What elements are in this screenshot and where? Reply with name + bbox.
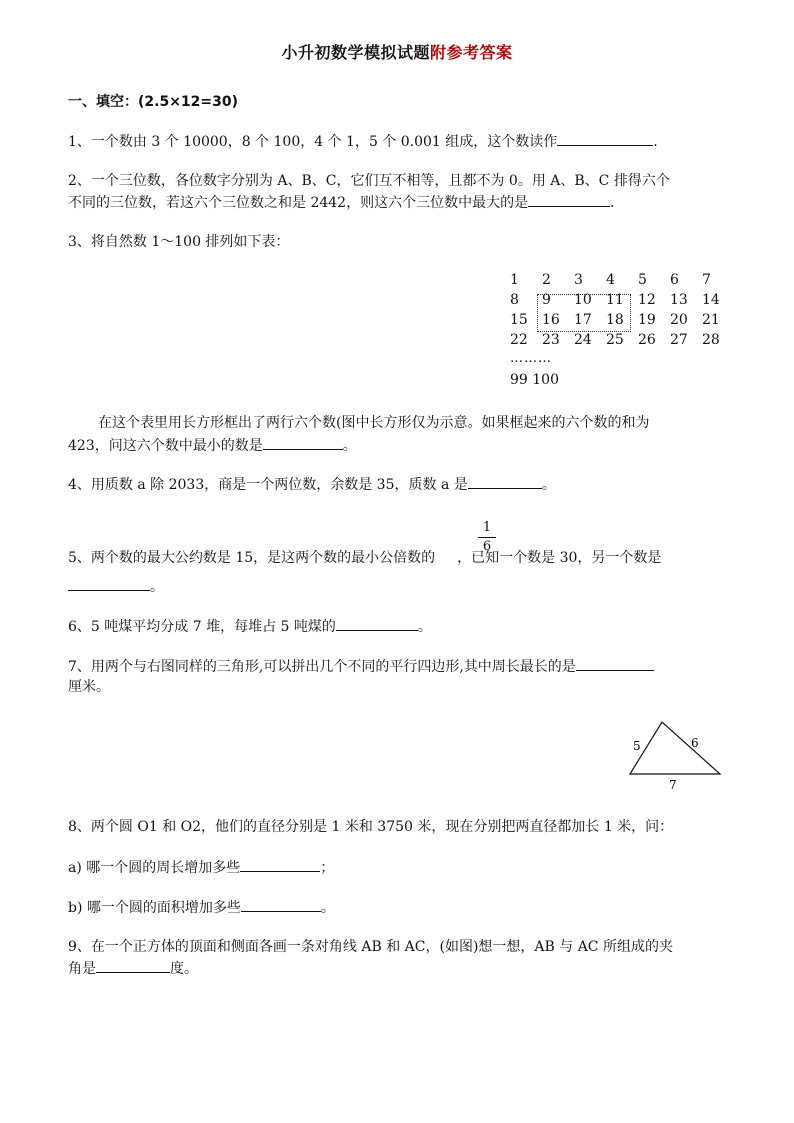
table-cell: 19 [638,312,656,328]
table-cell: 18 [606,312,624,328]
table-cell: 23 [542,332,560,348]
section-heading: 一、填空：(2.5×12=30) [68,94,239,110]
triangle-shape [630,722,720,774]
question-8a-text: a) 哪一个圆的周长增加多些 [68,860,241,876]
table-cell: 3 [574,272,583,288]
punct: . [610,195,615,211]
answer-blank-9[interactable] [96,958,170,973]
punct: . [653,134,658,150]
question-9-text: 角是 [68,961,96,977]
question-5-text: 5、两个数的最大公约数是 15，是这两个数的最小公倍数的 [68,550,436,566]
table-ellipsis: ……… [510,351,552,366]
question-2-line-1: 2、一个三位数，各位数字分别为 A、B、C，它们互不相等，且都不为 0。用 A、B、C 排得六个 [68,173,670,189]
question-2-text: 不同的三位数，若这六个三位数之和是 2442，则这六个三位数中最大的是 [68,195,529,211]
table-cell: 6 [670,272,679,288]
answer-blank-7[interactable] [576,656,654,671]
title-highlight: 附参考答案 [430,43,513,62]
table-cell: 8 [510,292,519,308]
question-9-line-1: 9、在一个正方体的顶面和侧面各画一条对角线 AB 和 AC，(如图)想一想，AB 与 AC 所组成的夹 [68,939,673,955]
question-8b-text: b) 哪一个圆的面积增加多些 [68,900,241,916]
question-8-text: 8、两个圆 O1 和 O2，他们的直径分别是 1 米和 3750 米，现在分别把两直径都加长 1 米，问： [68,819,674,835]
table-cell: 13 [670,292,688,308]
table-cell: 14 [702,292,720,308]
punct: 。 [320,900,335,916]
fraction-numerator: 1 [482,520,492,535]
question-3-text: 3、将自然数 1～100 排列如下表： [68,234,290,250]
question-7-line-2: 厘米。 [68,679,110,695]
question-9-line-2 [68,958,198,979]
question-1-text: 1、一个数由 3 个 10000，8 个 100，4 个 1，5 个 0.001 组成，这个数读作 [68,134,558,150]
punct: ； [320,860,335,876]
question-8b [68,897,335,918]
table-cell: 1 [510,272,519,288]
question-7-text: 7、用两个与右图同样的三角形,可以拼出几个不同的平行四边形,其中周长最长的是 [68,659,576,675]
answer-blank-8a[interactable] [240,857,320,872]
answer-blank-8b[interactable] [241,897,321,912]
question-3-text-2: 423，问这六个数中最小的数是 [68,438,263,454]
table-cell: 2 [542,272,551,288]
question-3-line-1: 在这个表里用长方形框出了两行六个数(图中长方形仅为示意。如果框起来的六个数的和为 [98,415,650,431]
title-main: 小升初数学模拟试题 [281,43,430,62]
punct: 。 [150,579,164,595]
table-cell: 11 [606,292,624,308]
table-cell: 24 [574,332,592,348]
table-cell: 22 [510,332,528,348]
side-label-bottom: 7 [669,778,677,792]
fraction-one-sixth [478,520,496,555]
table-cell: 20 [670,312,688,328]
question-6 [68,616,432,637]
table-cell: 7 [702,272,711,288]
question-4-text: 4、用质数 a 除 2033，商是一个两位数，余数是 35，质数 a 是 [68,477,468,493]
side-label-left: 5 [633,739,641,753]
table-cell: 17 [574,312,592,328]
question-2-line-2 [68,192,615,213]
table-last-row: 99 100 [510,372,559,388]
table-cell: 26 [638,332,656,348]
answer-blank-6[interactable] [336,616,418,631]
question-7-line-1 [68,656,654,677]
question-1 [68,131,658,152]
table-cell: 21 [702,312,720,328]
answer-blank-4[interactable] [468,474,542,489]
question-5-text-b: ，已知一个数是 30，另一个数是 [457,550,662,566]
table-cell: 5 [638,272,647,288]
question-4 [68,474,556,495]
answer-blank-2[interactable] [528,192,610,207]
punct: 。 [342,438,357,454]
answer-blank-3[interactable] [263,435,343,450]
answer-blank-5[interactable] [68,576,150,591]
side-label-right: 6 [691,736,699,750]
table-cell: 12 [638,292,656,308]
answer-blank-1[interactable] [557,131,653,146]
punct: 度。 [170,961,198,977]
fraction-denominator: 6 [482,539,492,554]
table-cell: 16 [542,312,560,328]
table-cell: 15 [510,312,528,328]
punct: 。 [417,619,432,635]
table-cell: 9 [542,292,551,308]
question-5-line-2 [68,576,164,597]
question-6-text: 6、5 吨煤平均分成 7 堆，每堆占 5 吨煤的 [68,619,336,635]
table-cell: 25 [606,332,624,348]
table-cell: 27 [670,332,688,348]
question-5-line-1 [68,548,661,568]
page-title [0,40,794,63]
table-cell: 28 [702,332,720,348]
table-cell: 4 [606,272,615,288]
triangle-figure [620,716,730,796]
question-3-line-2 [68,435,357,456]
table-cell: 10 [574,292,592,308]
question-8a [68,857,334,878]
punct: 。 [541,477,556,493]
